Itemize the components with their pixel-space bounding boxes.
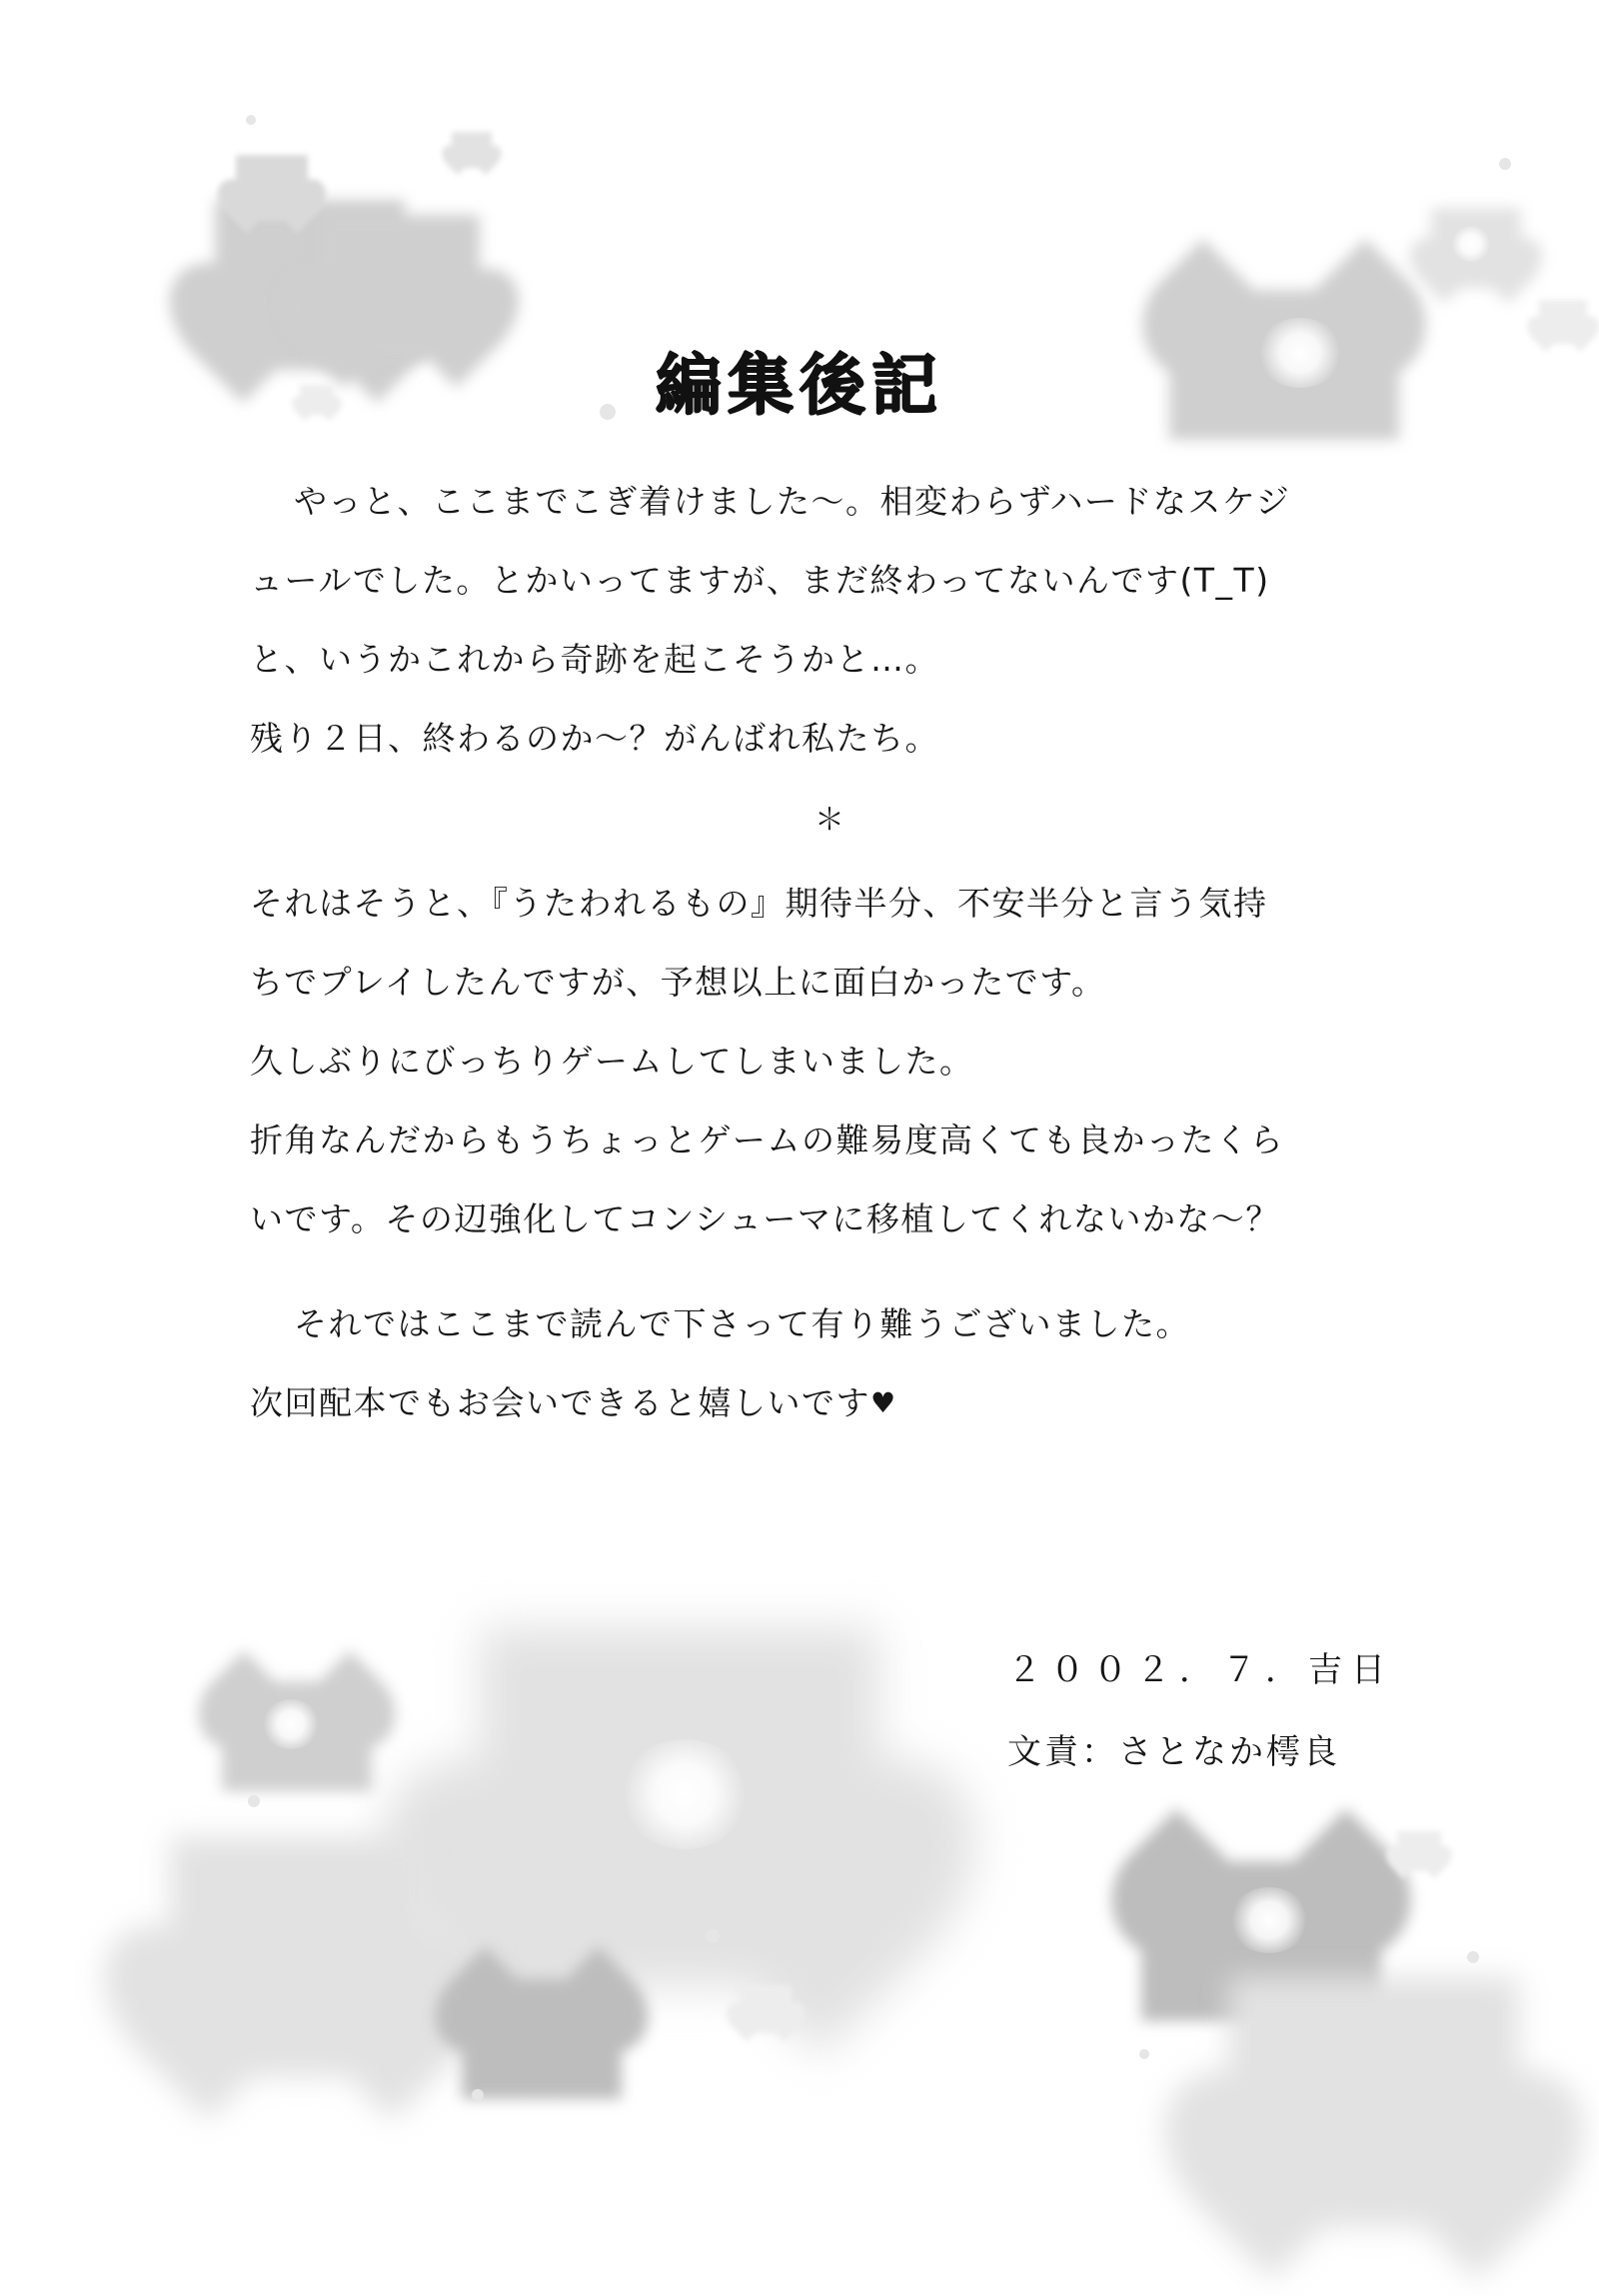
paragraph-line: ちでプレイしたんですが、予想以上に面白かったです。 xyxy=(250,963,1106,1002)
paragraph-line: それはそうと、『うたわれるもの』期待半分、不安半分と言う気持 xyxy=(250,884,1268,923)
paragraph-line: 次回配本でもお会いできると嬉しいです xyxy=(250,1383,870,1422)
paragraph-line: 折角なんだからもうちょっとゲームの難易度高くても良かったくら xyxy=(250,1121,1284,1159)
paragraph-line-with-heart xyxy=(250,1363,1409,1442)
heart-icon: ♥ xyxy=(870,1386,897,1419)
paragraph-line: 残り２日、終わるのか〜？がんばれ私たち。 xyxy=(250,719,939,758)
signature-date: ２００２．７．吉日 xyxy=(1007,1650,1394,1690)
paragraph-line: それではここまで読んで下さって有り難うございました。 xyxy=(294,1304,1190,1343)
signature-block xyxy=(1007,1629,1394,1793)
paragraph-line: ュールでした。とかいってますが、まだ終わってないんです(T_T) xyxy=(250,561,1270,600)
paragraph-spacer xyxy=(250,1258,1409,1284)
signature-credit: 文責：さとなか樗良 xyxy=(1007,1732,1340,1772)
section-separator: ＊ xyxy=(814,803,844,838)
editorial-body xyxy=(250,462,1409,1442)
paragraph-line: と、いうかこれから奇跡を起こそうかと…。 xyxy=(250,640,939,679)
paragraph-line: いです。その辺強化してコンシューマに移植してくれないかな〜？ xyxy=(250,1199,1280,1238)
paragraph-line: やっと、ここまでこぎ着けました〜。相変わらずハードなスケジ xyxy=(294,482,1291,521)
paragraph-line: 久しぶりにびっちりゲームしてしまいました。 xyxy=(250,1042,974,1081)
page-title: 編集後記 xyxy=(656,347,943,425)
